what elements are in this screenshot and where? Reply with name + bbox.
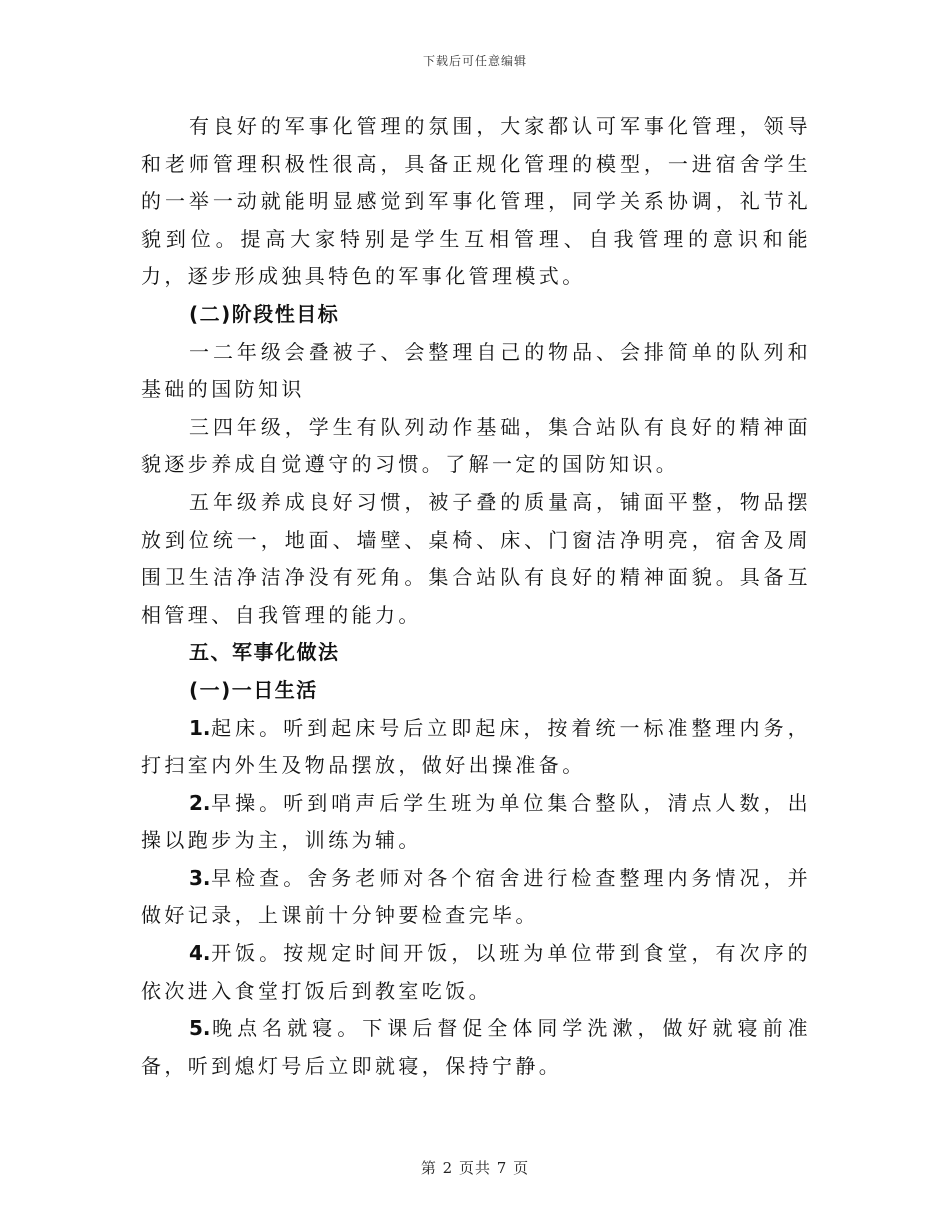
list-item-number: 2. [189, 790, 211, 815]
paragraph-atmosphere: 有良好的军事化管理的氛围，大家都认可军事化管理，领导和老师管理积极性很高，具备正规化管理的模型，一进宿舍学生的一举一动就能明显感觉到军事化管理，同学关系协调，礼节礼貌到位。提高大家特别是学生互相管理、自我管理的意识和能力，逐步形成独具特色的军事化管理模式。 [141, 114, 811, 289]
list-item-wake-up [141, 710, 811, 785]
document-body [141, 108, 811, 1085]
list-item-morning-inspection [141, 860, 811, 935]
list-item-text: 起床。听到起床号后立即起床，按着统一标准整理内务，打扫室内外生及物品摆放，做好出操准备。 [141, 715, 811, 778]
list-item-morning-exercise [141, 785, 811, 860]
list-item-number: 1. [189, 715, 211, 740]
list-item-number: 3. [189, 865, 211, 890]
heading-section-5: 五、军事化做法 [189, 640, 340, 665]
list-item-text: 早操。听到哨声后学生班为单位集合整队，清点人数，出操以跑步为主，训练为辅。 [141, 790, 811, 853]
list-item-text: 早检查。舍务老师对各个宿舍进行检查整理内务情况，并做好记录，上课前十分钟要检查完毕。 [141, 865, 811, 928]
list-item-number: 5. [189, 1016, 211, 1041]
heading-daily-life: (一)一日生活 [189, 677, 318, 702]
heading-stage-goals: (二)阶段性目标 [189, 301, 340, 326]
paragraph-grade-1-2: 一二年级会叠被子、会整理自己的物品、会排简单的队列和基础的国防知识 [141, 339, 811, 402]
paragraph-grade-3-4: 三四年级，学生有队列动作基础，集合站队有良好的精神面貌逐步养成自觉遵守的习惯。了解一定的国防知识。 [141, 414, 811, 477]
list-item-number: 4. [189, 941, 211, 966]
list-item-bedtime [141, 1010, 811, 1085]
list-item-text: 晚点名就寝。下课后督促全体同学洗漱，做好就寝前准备，听到熄灯号后立即就寝，保持宁静。 [141, 1016, 811, 1078]
paragraph-grade-5: 五年级养成良好习惯，被子叠的质量高，铺面平整，物品摆放到位统一，地面、墙壁、桌椅、床、门窗洁净明亮，宿舍及周围卫生洁净洁净没有死角。集合站队有良好的精神面貌。具备互相管理、自我管理的能力。 [141, 489, 811, 627]
page-footer: 第 2 页共 7 页 [420, 1159, 530, 1177]
list-item-text: 开饭。按规定时间开饭，以班为单位带到食堂，有次序的依次进入食堂打饭后到教室吃饭。 [141, 941, 811, 1003]
list-item-meals [141, 935, 811, 1010]
page-header: 下载后可任意编辑 [422, 54, 527, 68]
